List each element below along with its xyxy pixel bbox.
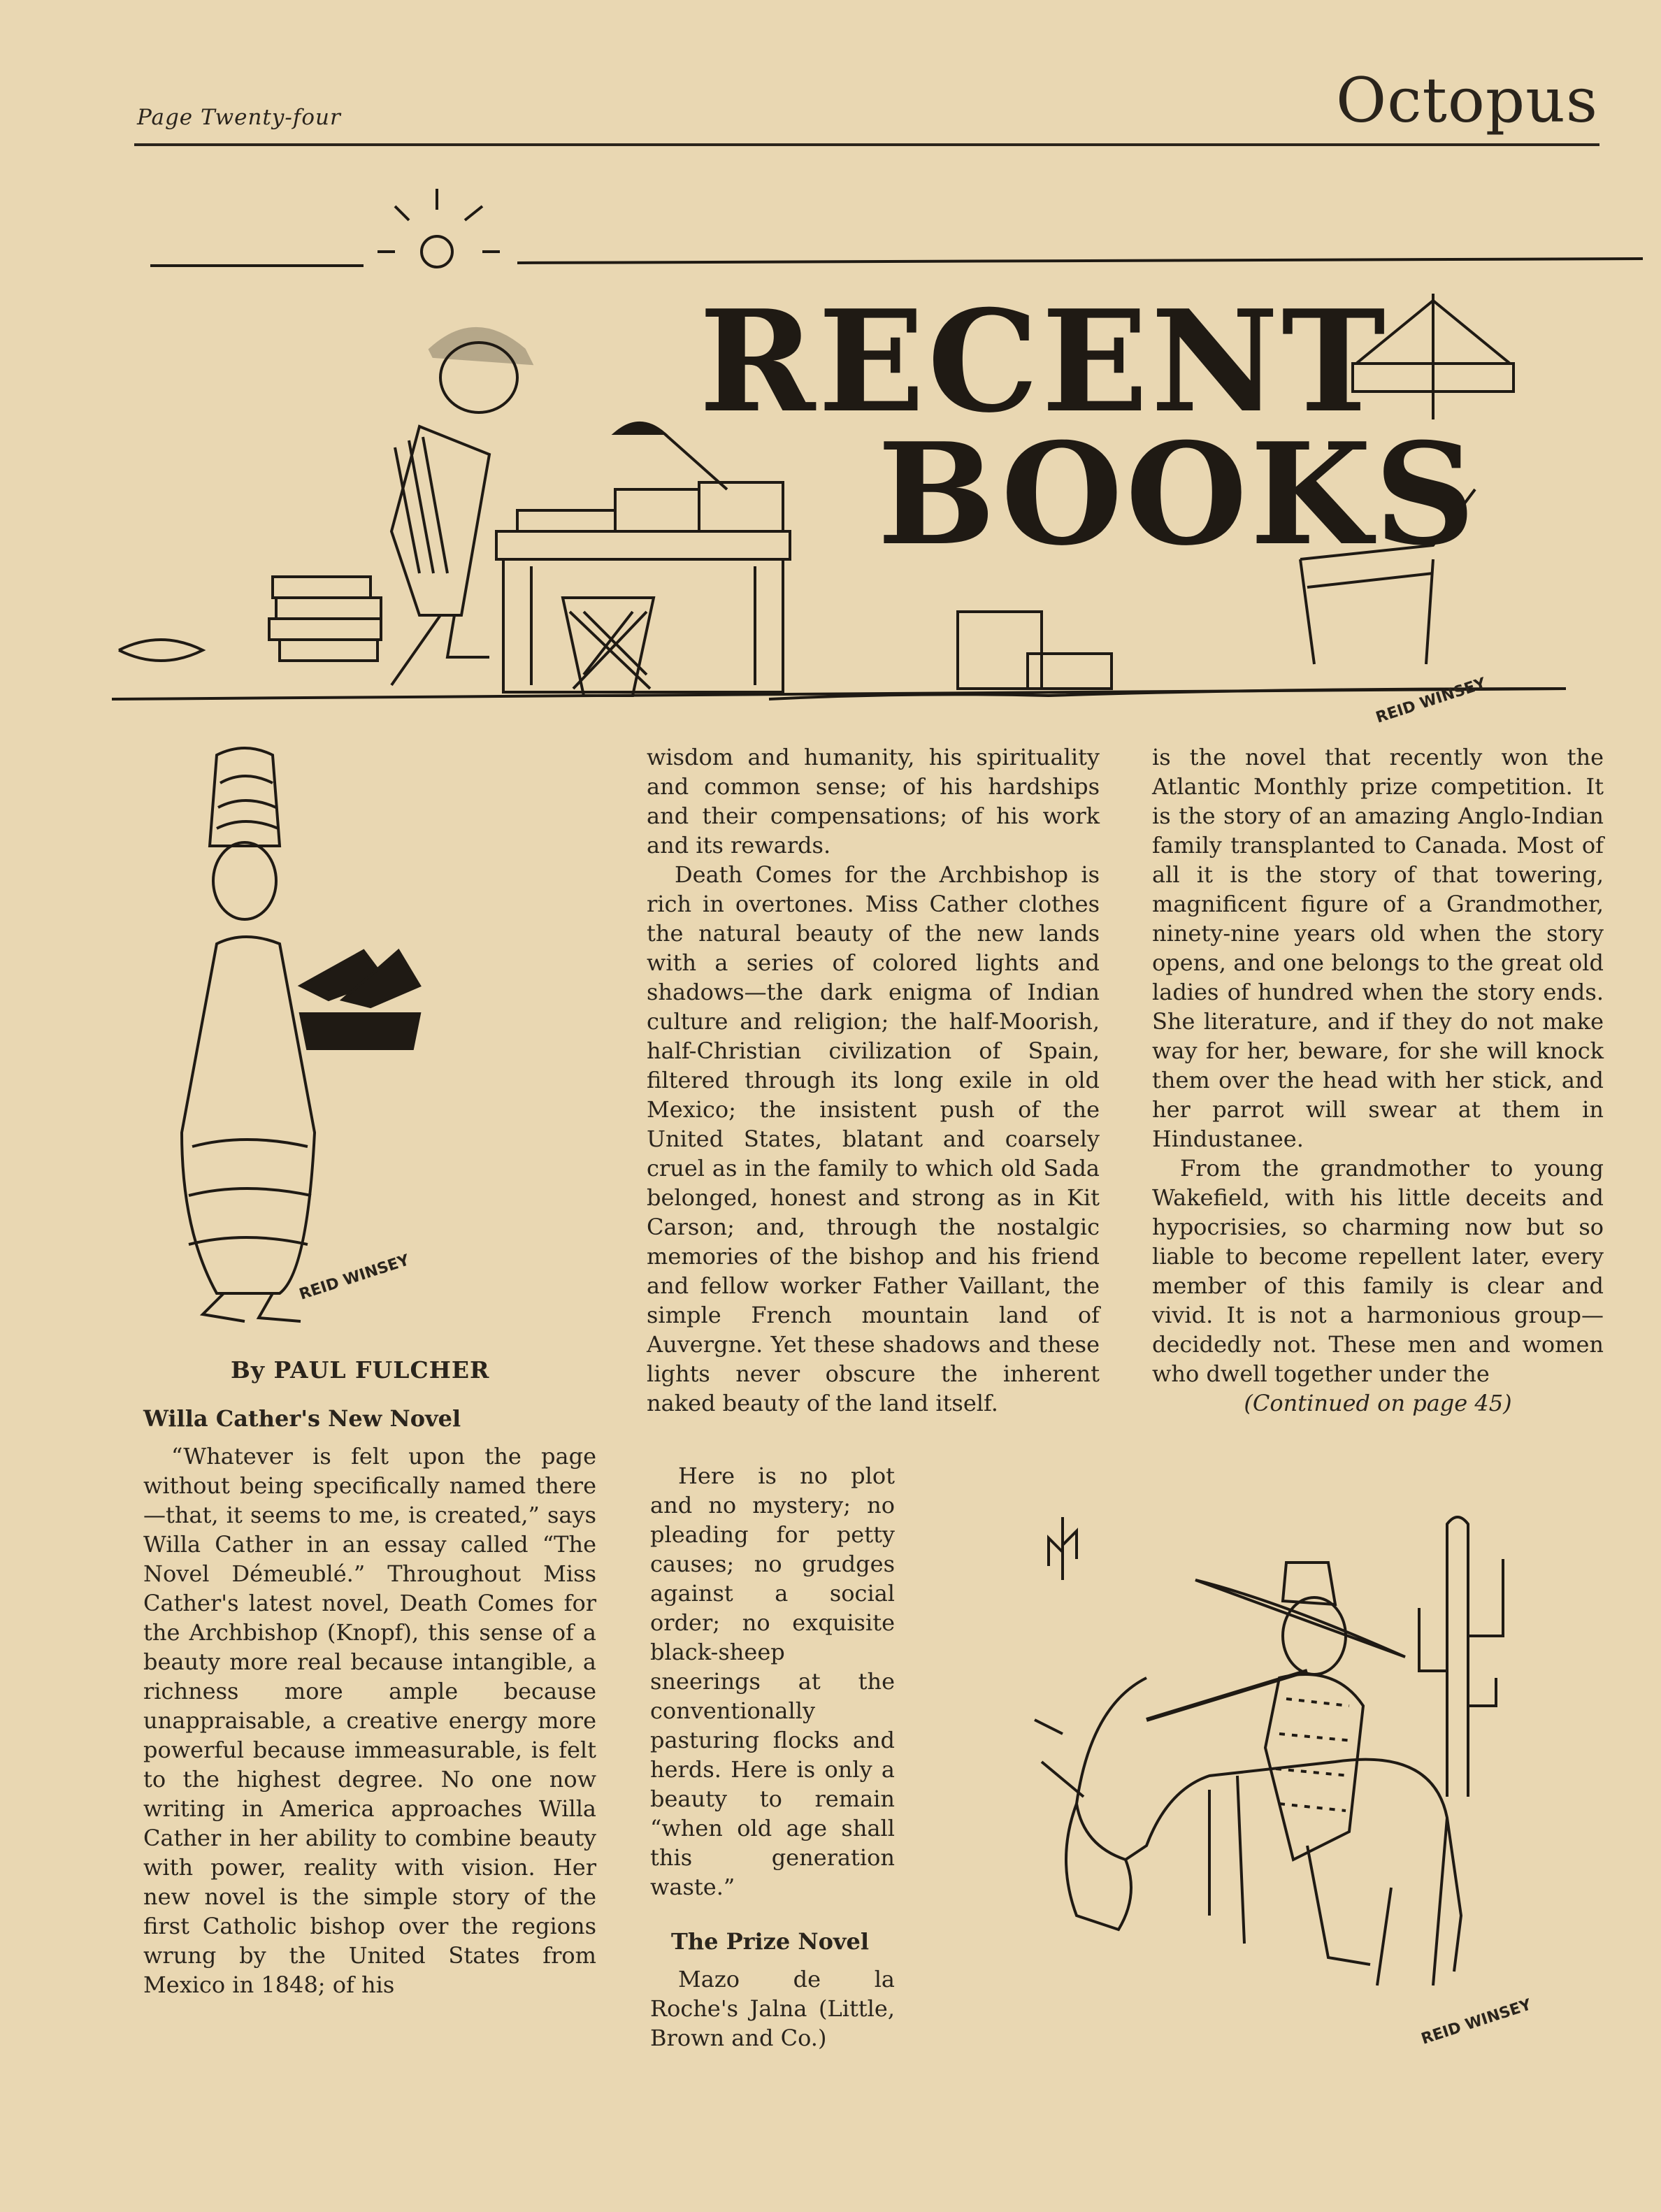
rider-illustration: [916, 1496, 1615, 2076]
col1-paragraph-1: “Whatever is felt upon the page without being specifically named there—that, it seems to me, is created,” says Willa Cather in an essay called “The Novel Démeublé.” Throughout Miss Cather's latest novel, Death Comes for the Archbishop (Knopf), this sense of a beauty more real because intangible, a richness more ample because unappraisable, a creative energy more powerful because immeasurable, is felt to the highest degree. No one now writing in America approaches Willa Cather in her ability to combine beauty with power, reality with vision. Her new novel is the simple story of the first Catholic bishop over the regions wrung by the United States from Mexico in 1848; of his: [143, 1443, 596, 1998]
col2-paragraph-3: Here is no plot and no mystery; no pleading for petty causes; no grudges against a social order; no exquisite black-sheep sneerings at the conventionally pasturing flocks and herds. Here is only a beauty to remain “when old age shall this generation waste.”: [650, 1463, 895, 1900]
magazine-title: Octopus: [1336, 64, 1598, 136]
article-column-1: [143, 1404, 596, 1999]
continued-note: (Continued on page 45): [1244, 1390, 1512, 1416]
article-column-2-narrow: [650, 1461, 895, 2053]
article-column-3: [1152, 742, 1604, 1418]
running-head: Page Twenty-four: [137, 105, 341, 130]
section-heading-prize: The Prize Novel: [671, 1928, 870, 1955]
rider-signature: REID WINSEY: [1419, 1996, 1534, 2048]
banner-title-books: BOOKS: [877, 412, 1479, 577]
banner-title-recent: RECENT: [699, 280, 1388, 444]
col2-paragraph-2: Death Comes for the Archbishop is rich in overtones. Miss Cather clothes the natural beauty of the new lands with a series of colored lights and shadows—the dark enigma of Indian culture and religion; the half-Moorish, half-Christian civilization of Spain, filtered through its long exile in old Mexico; the insistent push of the United States, blatant and coarsely cruel as in the family to which old Sada belonged, honest and strong as in Kit Carson; and, through the nostalgic memories of the bishop and his friend and fellow worker Father Vaillant, the simple French mountain land of Auvergne. Yet these shadows and these lights never obscure the inherent naked beauty of the land itself.: [647, 861, 1100, 1416]
byline: By PAUL FULCHER: [231, 1356, 490, 1384]
col2-paragraph-4: Mazo de la Roche's Jalna (Little, Brown and Co.): [650, 1966, 895, 2051]
figure-signature: REID WINSEY: [297, 1251, 412, 1304]
col2-paragraph-1: wisdom and humanity, his spirituality and common sense; of his hardships and their compensations; of his work and its rewards.: [647, 744, 1100, 859]
section-heading-cather: Willa Cather's New Novel: [143, 1405, 461, 1432]
col3-paragraph-2: From the grandmother to young Wakefield, with his little deceits and hypocrisies, so charming now but so liable to become repellent later, every member of this family is clear and vivid. It is not a harmonious group—decidedly not. These men and women who dwell together under the: [1152, 1155, 1604, 1387]
article-column-2: [647, 742, 1100, 1418]
col3-paragraph-1: is the novel that recently won the Atlantic Monthly prize competition. It is the story of an amazing Anglo-Indian family transplanted to Canada. Most of all it is the story of that towering, magnificent figure of a Grandmother, ninety-nine years old when the story opens, and one belongs to the great old ladies of hundred when the story ends. She literature, and if they do not make way for her, beware, for she will knock them over the head with her stick, and her parrot will swear at them in Hindustanee.: [1152, 744, 1604, 1152]
figure-illustration: [140, 741, 419, 1342]
banner-signature: REID WINSEY: [1374, 675, 1488, 727]
